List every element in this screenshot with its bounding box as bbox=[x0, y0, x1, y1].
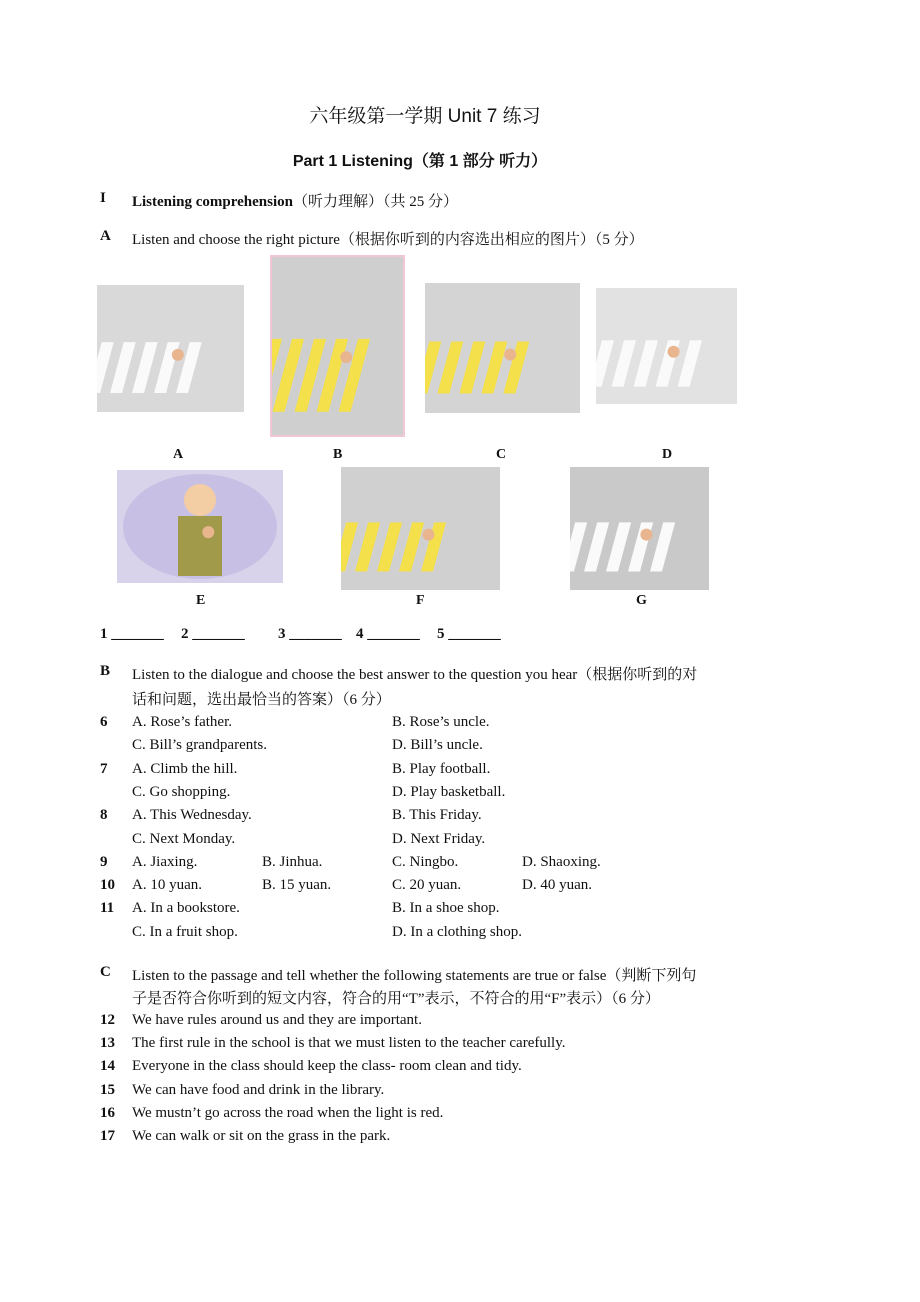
answer-blank-3: 3 _______ bbox=[278, 626, 342, 642]
answer-option: A. 10 yuan. bbox=[132, 877, 202, 894]
answer-option: C. Next Monday. bbox=[132, 830, 236, 847]
question-number: 8 bbox=[100, 807, 108, 824]
crossing-illustration-icon bbox=[272, 257, 407, 439]
part-c-instruction-line1: Listen to the passage and tell whether the following statements are true or false（判断下列句 bbox=[132, 968, 697, 984]
crossing-illustration-icon bbox=[425, 283, 580, 413]
statement-number: 16 bbox=[100, 1104, 115, 1121]
answer-option: A. Rose’s father. bbox=[132, 714, 232, 730]
answer-option: D. Play basketball. bbox=[392, 783, 506, 800]
section-number: I bbox=[100, 190, 106, 206]
part-b-instruction-line2: 话和问题，选出最恰当的答案）（6 分） bbox=[132, 692, 391, 708]
question-number: 6 bbox=[100, 714, 108, 730]
question-number: 7 bbox=[100, 760, 108, 777]
section-heading bbox=[132, 190, 458, 211]
picture-c bbox=[425, 283, 580, 413]
part-heading: Part 1 Listening（第 1 部分 听力） bbox=[292, 153, 548, 170]
picture-label: G bbox=[636, 593, 647, 608]
picture-label: A bbox=[173, 447, 184, 462]
part-c-letter: C bbox=[100, 964, 111, 980]
answer-option: C. Bill’s grandparents. bbox=[132, 737, 267, 754]
crossing-illustration-icon bbox=[117, 470, 283, 583]
answer-option: B. Play football. bbox=[392, 760, 491, 777]
picture-f bbox=[341, 467, 500, 590]
answer-blank-4: 4 _______ bbox=[356, 626, 420, 642]
section-score: （听力理解）（共 25 分） bbox=[293, 194, 459, 210]
statement-text: Everyone in the class should keep the class- room clean and tidy. bbox=[132, 1058, 522, 1075]
question-number: 9 bbox=[100, 853, 108, 870]
answer-option: A. This Wednesday. bbox=[132, 807, 252, 824]
crossing-illustration-icon bbox=[341, 467, 500, 590]
answer-option: C. 20 yuan. bbox=[392, 877, 462, 894]
statement-number: 12 bbox=[100, 1012, 115, 1028]
answer-option: A. Jiaxing. bbox=[132, 853, 198, 870]
answer-option: D. Next Friday. bbox=[392, 830, 486, 847]
statement-number: 14 bbox=[100, 1058, 115, 1075]
answer-option: D. 40 yuan. bbox=[522, 877, 592, 894]
picture-e bbox=[117, 470, 283, 583]
answer-option: B. 15 yuan. bbox=[262, 877, 332, 894]
answer-option: C. Ningbo. bbox=[392, 853, 459, 870]
picture-a bbox=[97, 285, 244, 412]
picture-label: B bbox=[333, 447, 343, 462]
section-title: Listening comprehension bbox=[132, 194, 293, 210]
statement-text: We can walk or sit on the grass in the park. bbox=[132, 1128, 391, 1144]
statement-text: We have rules around us and they are important. bbox=[132, 1012, 422, 1028]
part-a-letter: A bbox=[100, 228, 111, 244]
picture-d bbox=[596, 288, 737, 404]
answer-option: B. Jinhua. bbox=[262, 853, 323, 870]
answer-option: D. In a clothing shop. bbox=[392, 923, 522, 940]
answer-option: D. Bill’s uncle. bbox=[392, 737, 483, 754]
answer-blank-1: 1 _______ bbox=[100, 626, 164, 642]
picture-label: E bbox=[196, 593, 206, 608]
answer-blank-2: 2 _______ bbox=[181, 626, 245, 642]
picture-label: C bbox=[496, 447, 507, 462]
statement-number: 15 bbox=[100, 1081, 115, 1098]
picture-g bbox=[570, 467, 709, 590]
page-title: 六年级第一学期 Unit 7 练习 bbox=[309, 106, 541, 127]
part-a-instruction: Listen and choose the right picture（根据你听到的内容选出相应的图片）（5 分） bbox=[132, 232, 644, 248]
part-b-letter: B bbox=[100, 663, 111, 679]
answer-option: B. Rose’s uncle. bbox=[392, 714, 490, 730]
question-number: 11 bbox=[100, 900, 115, 917]
answer-option: C. Go shopping. bbox=[132, 783, 231, 800]
statement-text: The first rule in the school is that we must listen to the teacher carefully. bbox=[132, 1035, 566, 1052]
answer-blank-5: 5 _______ bbox=[437, 626, 501, 642]
picture-b bbox=[270, 255, 405, 437]
answer-option: A. In a bookstore. bbox=[132, 900, 240, 917]
part-c-instruction-line2: 子是否符合你听到的短文内容，符合的用“T”表示，不符合的用“F”表示）（6 分） bbox=[132, 991, 660, 1007]
picture-label: D bbox=[662, 447, 673, 462]
answer-option: A. Climb the hill. bbox=[132, 760, 238, 777]
statement-text: We can have food and drink in the library. bbox=[132, 1081, 385, 1098]
crossing-illustration-icon bbox=[596, 288, 737, 404]
answer-option: B. This Friday. bbox=[392, 807, 482, 824]
question-number: 10 bbox=[100, 877, 115, 894]
crossing-illustration-icon bbox=[570, 467, 709, 590]
picture-label: F bbox=[416, 593, 425, 608]
answer-option: B. In a shoe shop. bbox=[392, 900, 500, 917]
crossing-illustration-icon bbox=[97, 285, 244, 412]
statement-text: We mustn’t go across the road when the light is red. bbox=[132, 1104, 444, 1121]
answer-option: D. Shaoxing. bbox=[522, 853, 601, 870]
statement-number: 17 bbox=[100, 1128, 115, 1144]
statement-number: 13 bbox=[100, 1035, 115, 1052]
part-b-instruction-line1: Listen to the dialogue and choose the best answer to the question you hear（根据你听到的对 bbox=[132, 667, 698, 683]
answer-option: C. In a fruit shop. bbox=[132, 923, 238, 940]
